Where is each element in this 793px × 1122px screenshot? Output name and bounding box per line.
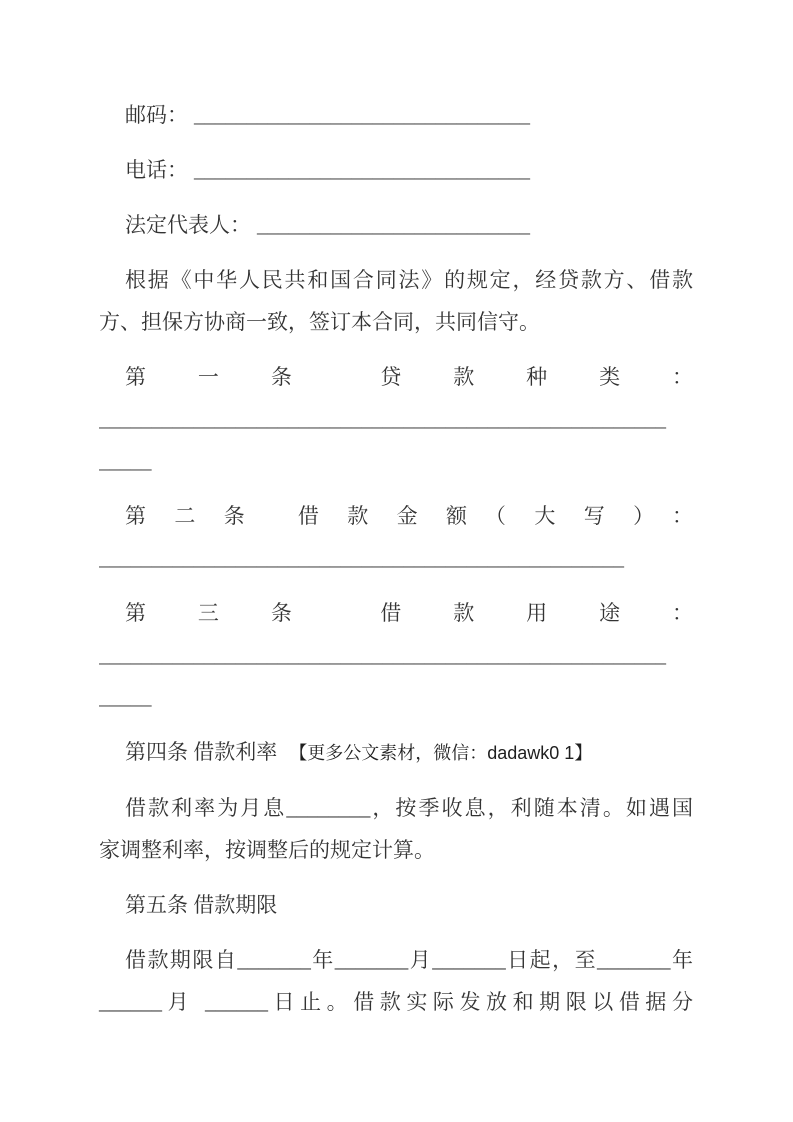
- clause-1-loan-type: [99, 356, 693, 482]
- clause-2-underline-row-1: __________________________________________________: [99, 546, 624, 570]
- clause-3-title: 第 三 条 借 款 用 途 ：: [125, 601, 693, 625]
- clause-5-body-line-1: 借款期限自_______年_______月_______日起，至_______年: [125, 948, 693, 972]
- field-row-phone: [99, 149, 693, 191]
- clause-1-underline-row-1: ______________________________________________________: [99, 407, 666, 431]
- preamble-line-2: 方、担保方协商一致，签订本合同，共同信守。: [99, 310, 540, 334]
- clause-2-loan-amount: [99, 495, 693, 579]
- field-row-legal-representative: [99, 204, 693, 246]
- preamble-paragraph: [99, 259, 693, 343]
- clause-4-body-line-2: 家调整利率，按调整后的规定计算。: [99, 838, 435, 862]
- clause-4-title: 第四条 借款利率: [125, 740, 278, 764]
- clause-1-underline-row-2: _____: [99, 449, 152, 473]
- clause-4-body-paragraph: [99, 787, 693, 871]
- postal-code-blank-line: ________________________________: [194, 103, 530, 127]
- clause-5-body-line-2: ______月 ______日止。借款实际发放和期限以借据分: [99, 990, 693, 1014]
- clause-1-title: 第 一 条 贷 款 种 类 ：: [125, 365, 693, 389]
- watermark-note: 【更多公文素材，微信：dadawk0 1】: [289, 743, 593, 763]
- clause-5-title: 第五条 借款期限: [125, 893, 278, 917]
- clause-3-underline-row-2: _____: [99, 685, 152, 709]
- phone-label: 电话：: [125, 158, 188, 182]
- clause-5-heading-row: [99, 884, 693, 926]
- field-row-postal-code: [99, 94, 693, 136]
- legal-representative-blank-line: __________________________: [257, 213, 530, 237]
- preamble-line-1: 根据《中华人民共和国合同法》的规定，经贷款方、借款: [125, 268, 693, 292]
- clause-3-underline-row-1: ______________________________________________________: [99, 643, 666, 667]
- clause-4-body-line-1: 借款利率为月息________，按季收息，利随本清。如遇国: [125, 796, 693, 820]
- clause-4-heading-row: [99, 731, 693, 774]
- phone-blank-line: ________________________________: [194, 158, 530, 182]
- clause-2-title: 第 二 条 借 款 金 额 （ 大 写 ） ：: [125, 504, 693, 528]
- clause-3-loan-purpose: [99, 592, 693, 718]
- clause-5-body-paragraph: [99, 939, 693, 1023]
- legal-representative-label: 法定代表人：: [125, 213, 251, 237]
- postal-code-label: 邮码：: [125, 103, 188, 127]
